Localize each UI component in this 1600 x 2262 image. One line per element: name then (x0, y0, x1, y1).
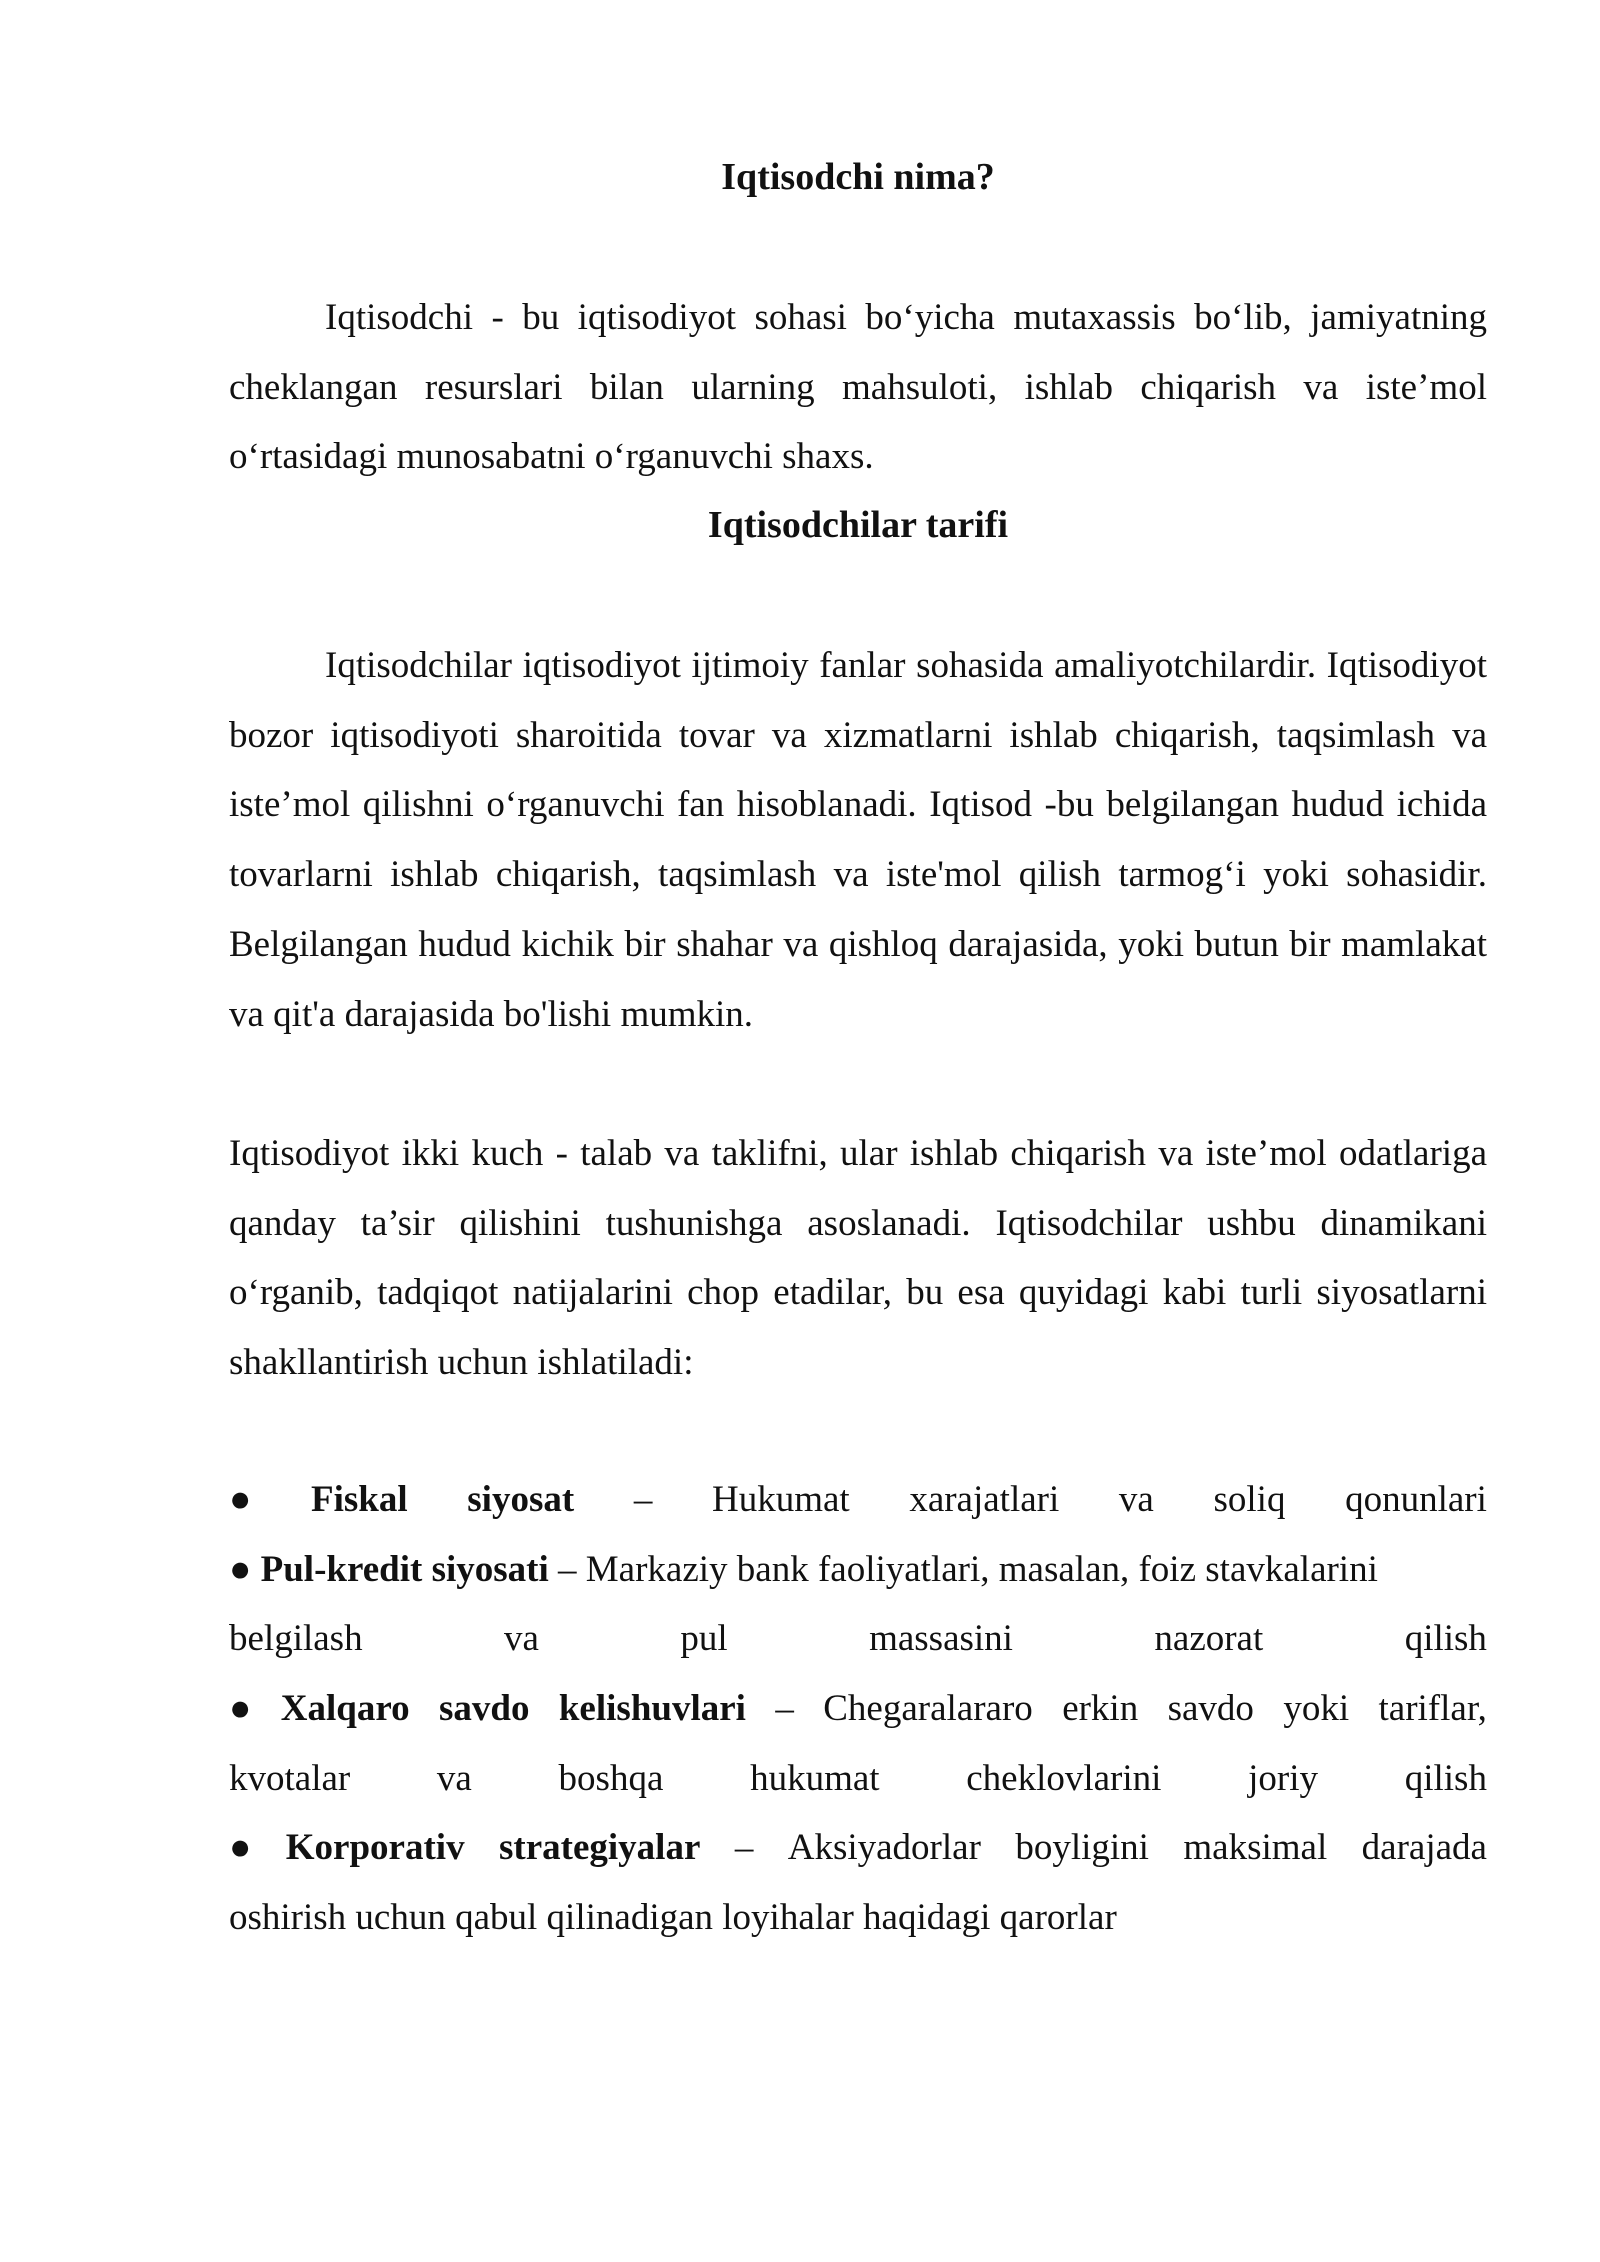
bullet-term: Pul-kredit siyosati (260, 1548, 549, 1590)
bullet-desc-word: va (504, 1618, 539, 1660)
heading-iqtisodchi-nima: Iqtisodchi nima? (721, 156, 995, 198)
bullet-desc-word: savdo (1167, 1688, 1254, 1730)
bullet-term-word: kelishuvlari (558, 1688, 746, 1730)
bullet-item-fiskal (229, 1465, 1487, 1535)
bullet-desc-word: joriy (1248, 1757, 1319, 1799)
bullet-desc-word: maksimal (1183, 1827, 1328, 1869)
bullet-desc-word: qilish (1404, 1757, 1487, 1799)
bullet-desc-word: Hukumat (711, 1479, 850, 1520)
bullet-desc-word: xarajatlari (909, 1479, 1060, 1520)
bullet-item-pul-kredit (229, 1535, 1487, 1605)
bullet-desc-word: yoki (1283, 1688, 1350, 1730)
bullet-item-pul-kredit-line2 (229, 1604, 1487, 1674)
bullet-term-word: Korporativ (285, 1827, 465, 1869)
bullet-icon: ● (229, 1688, 252, 1730)
bullet-item-xalqaro-savdo-line2 (229, 1744, 1487, 1814)
bullet-icon: ● (229, 1827, 252, 1869)
dash: – (775, 1688, 794, 1730)
bullet-desc-word: Aksiyadorlar (787, 1827, 981, 1869)
bullet-icon: ● (229, 1548, 252, 1590)
bullet-icon: ● (229, 1479, 252, 1520)
bullet-term-word: siyosat (467, 1479, 575, 1520)
bullet-desc-word: kvotalar (229, 1757, 351, 1799)
bullet-term-word: Xalqaro (280, 1688, 410, 1730)
paragraph-economists: Iqtisodchilar iqtisodiyot ijtimoiy fanlar sohasida amaliyotchilardir. Iqtisodiyot bozor iqtisodiyoti sharoitida tovar va xizmatlarni ishlab chiqarish, taqsimlash va iste’mol qilishni o‘rganuvchi fan hisoblanadi. Iqtisod -bu belgilangan hudud ichida tovarlarni ishlab chiqarish, taqsimlash va iste'mol qilish tarmog‘i yoki sohasidir. Belgilangan hudud kichik bir shahar va qishloq darajasida, yoki butun bir mamlakat va qit'a darajasida bo'lishi mumkin. (229, 645, 1487, 1035)
paragraph-definition: Iqtisodchi - bu iqtisodiyot sohasi bo‘yicha mutaxassis bo‘lib, jamiyatning cheklangan resurslari bilan ularning mahsuloti, ishlab chiqarish va iste’mol o‘rtasidagi munosabatni o‘rganuvchi shaxs. (229, 297, 1487, 478)
bullet-desc-word: massasini (869, 1618, 1013, 1660)
bullet-desc-word: nazorat (1154, 1618, 1264, 1660)
policy-bullet-list (229, 1465, 1487, 1953)
dash: – (734, 1827, 754, 1869)
bullet-desc-word: belgilash (229, 1618, 363, 1660)
bullet-item-xalqaro-savdo (229, 1674, 1487, 1744)
bullet-desc-word: Chegaralararo (823, 1688, 1033, 1730)
bullet-term-word: Fiskal (311, 1479, 408, 1520)
paragraph-supply-demand: Iqtisodiyot ikki kuch - talab va taklifni, ular ishlab chiqarish va iste’mol odatlariga qanday ta’sir qilishini tushunishga asoslanadi. Iqtisodchilar ushbu dinamikani o‘rganib, tadqiqot natijalarini chop etadilar, bu esa quyidagi kabi turli siyosatlarni shakllantirish uchun ishlatiladi: (229, 1133, 1487, 1384)
bullet-desc-word: pul (680, 1618, 728, 1660)
bullet-item-korporativ-line2: oshirish uchun qabul qilinadigan loyihalar haqidagi qarorlar (229, 1897, 1117, 1939)
bullet-item-korporativ (229, 1813, 1487, 1883)
bullet-desc-word: qonunlari (1345, 1479, 1487, 1520)
bullet-term-word: strategiyalar (499, 1827, 701, 1869)
dash: – (558, 1548, 577, 1590)
bullet-desc-word: boyligini (1015, 1827, 1149, 1869)
heading-iqtisodchilar-tarifi: Iqtisodchilar tarifi (707, 504, 1009, 546)
bullet-desc: Markaziy bank faoliyatlari, masalan, foiz stavkalarini (585, 1548, 1378, 1590)
bullet-desc-word: erkin (1062, 1688, 1139, 1730)
bullet-desc-word: soliq (1213, 1479, 1286, 1520)
bullet-desc-word: darajada (1361, 1827, 1487, 1869)
dash: – (633, 1479, 653, 1520)
bullet-term-word: savdo (438, 1688, 530, 1730)
bullet-desc-word: hukumat (750, 1757, 880, 1799)
bullet-desc-word: va (1118, 1479, 1154, 1520)
bullet-desc-word: cheklovlarini (966, 1757, 1162, 1799)
bullet-desc-word: va (436, 1757, 472, 1799)
bullet-desc-word: tariflar, (1378, 1688, 1487, 1730)
bullet-desc-word: qilish (1404, 1618, 1487, 1660)
bullet-desc-word: boshqa (558, 1757, 664, 1799)
